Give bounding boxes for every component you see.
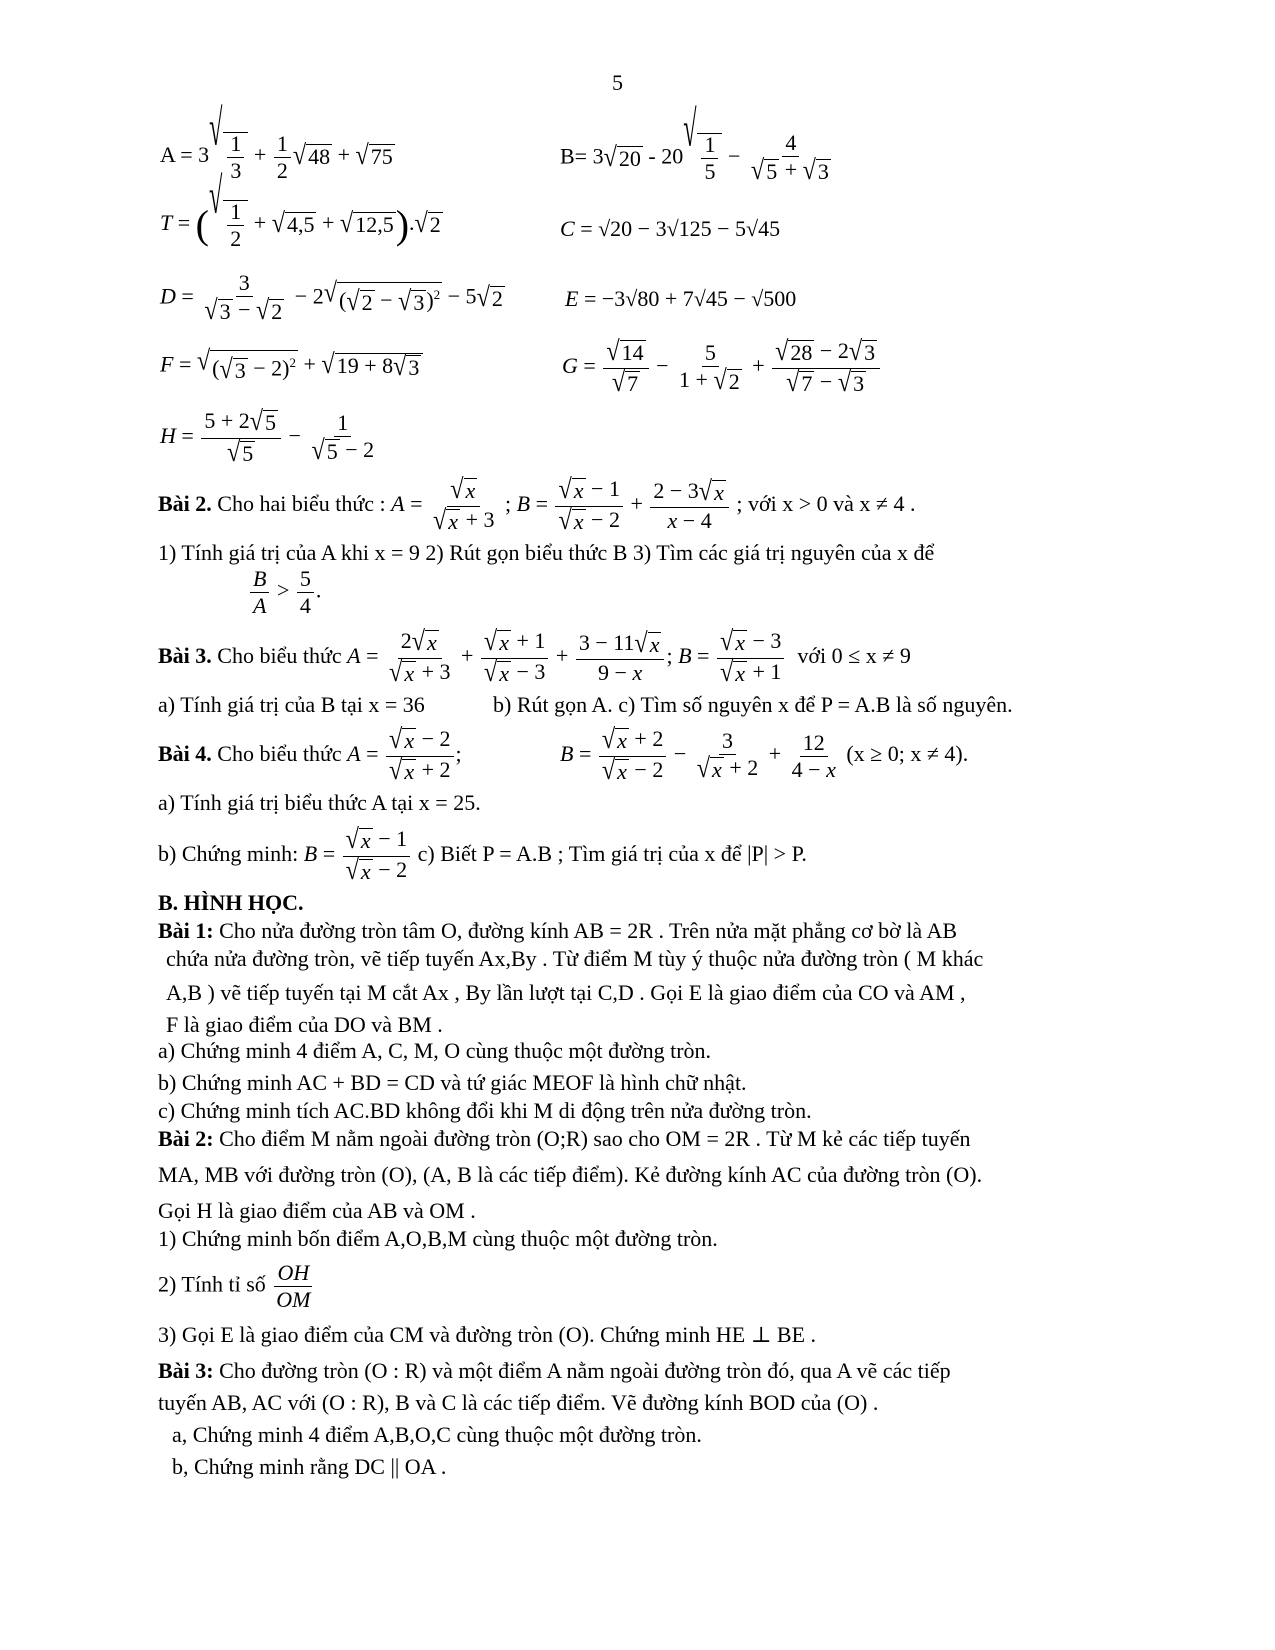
hinh-b2-l1-text: Cho điểm M nằm ngoài đường tròn (O;R) sao cho OM = 2R . Từ M kẻ các tiếp tuyến	[219, 1126, 971, 1151]
page-number: 5	[612, 70, 623, 95]
hinh-b1-l2: chứa nửa đường tròn, vẽ tiếp tuyến Ax,By . Từ điểm M tùy ý thuộc nửa đường tròn ( M khác	[166, 946, 984, 971]
bai3-cond: với 0 ≤ x ≠ 9	[797, 643, 911, 669]
c-text: = √20 − 3√125 − 5√45	[580, 216, 781, 241]
bai3-q-bc: b) Rút gọn A. c) Tìm số nguyên x để P = A.B là số nguyên.	[493, 692, 1013, 717]
label-t: T	[160, 210, 173, 236]
bai4-q-b: b) Chứng minh: B = √ x − 1 √ x − 2 c) Biết P = A.B ; Tìm giá trị của x để |P| > P.	[158, 824, 807, 886]
expr-h: H = 5 + 2 √ 5 √ 5 − 1 √ 5 − 2	[160, 406, 375, 468]
hinh-b3-b: b, Chứng minh rằng DC || OA .	[172, 1454, 447, 1479]
label-a: A	[160, 142, 175, 168]
bai2-intro: Cho hai biểu thức :	[217, 491, 386, 517]
label-b: B=	[560, 143, 588, 169]
bai4-q-c: c) Biết P = A.B ; Tìm giá trị của x để |P| > P.	[417, 841, 807, 867]
expr-b: B= 3 √ 20 - 20 √ $\frac{1}{5}$ − 4 √ 5 + √ 3	[560, 101, 829, 187]
hinh-b1-a: a) Chứng minh 4 điểm A, C, M, O cùng thuộc một đường tròn.	[158, 1038, 712, 1063]
label-c: C	[560, 216, 575, 241]
bai4-b-expr: B = √ x + 2 √ x − 2 − 3 √ x + 2 + $\frac{12}{4 - x}$ (x ≥ 0; x ≠ 4).	[560, 724, 969, 786]
expr-f: F = √ ( √ 3 − 2)$^2$ + √ 19 + 8 √ 3	[160, 350, 423, 383]
hinh-b2-title: Bài 2:	[158, 1126, 214, 1151]
expr-t: T = ( √ $\frac{1}{2}$ + √ 4,5 + √ 12,5 ). √ 2	[160, 168, 441, 251]
ratio-den: OM	[276, 1287, 311, 1312]
expr-a: A = 3 √ $\frac{1}{3}$ + $\frac{1}{2}$ √ 48 + √ 75	[160, 100, 393, 183]
hinh-b1-c: c) Chứng minh tích AC.BD không đổi khi M di động trên nửa đường tròn.	[158, 1098, 812, 1123]
hinh-b1-title: Bài 1:	[158, 918, 214, 943]
expr-c	[560, 216, 780, 242]
expr-d: D = 3 √ 3 − √ 2 − 2 √ ( √ 2 − √ 3 )$^2$ − 5 √ 2	[160, 270, 503, 327]
hinh-b1-l3: A,B ) vẽ tiếp tuyến tại M cắt Ax , By lần lượt tại C,D . Gọi E là giao điểm của CO và AM ,	[166, 980, 966, 1005]
label-d: D	[160, 283, 176, 309]
bai4-cond: (x ≥ 0; x ≠ 4).	[846, 741, 969, 767]
bai2-title: Bài 2.	[158, 491, 212, 517]
bai3-q-a: a) Tính giá trị của B tại x = 36	[158, 692, 425, 717]
e-text: = −3√80 + 7√45 − √500	[583, 286, 797, 311]
bai4-q-a: a) Tính giá trị biểu thức A tại x = 25.	[158, 790, 481, 815]
hinh-b3-l2: tuyến AB, AC với (O : R), B và C là các tiếp điểm. Vẽ đường kính BOD của (O) .	[158, 1390, 879, 1415]
hinh-b3-l1-text: Cho đường tròn (O : R) và một điểm A nằm ngoài đường tròn đó, qua A vẽ các tiếp	[219, 1358, 951, 1383]
ratio-num: OH	[274, 1262, 312, 1287]
expr-g: G = √ 14 √ 7 − 5 1 + √ 2 + √ 28 − 2 √ 3 √ 7 − √ 3	[562, 340, 882, 396]
hinh-b2-3: 3) Gọi E là giao điểm của CM và đường tròn (O). Chứng minh HE ⊥ BE .	[158, 1322, 817, 1347]
hinh-b3-l1	[158, 1358, 951, 1384]
bai4-intro: Cho biểu thức	[217, 741, 342, 767]
hinh-b2-l2: MA, MB với đường tròn (O), (A, B là các tiếp điểm). Kẻ đường kính AC của đường tròn (O).	[158, 1162, 983, 1187]
label-f: F	[160, 351, 174, 377]
hinh-b2-2-text: 2) Tính tỉ số	[158, 1271, 266, 1297]
hinh-b1-l4: F là giao điểm của DO và BM .	[166, 1012, 443, 1037]
section-heading: B. HÌNH HỌC.	[158, 890, 304, 915]
hinh-b1-l1	[158, 918, 957, 944]
hinh-b1-b: b) Chứng minh AC + BD = CD và tứ giác MEOF là hình chữ nhật.	[158, 1070, 747, 1095]
bai3-intro: Cho biểu thức	[217, 643, 342, 669]
hinh-b2-1: 1) Chứng minh bốn điểm A,O,B,M cùng thuộc một đường tròn.	[158, 1226, 718, 1251]
bai2-statement: Bài 2. Cho hai biểu thức : A = √ x √ x + 3 ; B = √ x − 1 √ x − 2 + 2 − 3 √ x x − 4 ; với x > 0 và x ≠ 4 .	[158, 474, 916, 536]
hinh-b2-l1	[158, 1126, 971, 1152]
bai3-statement: Bài 3. Cho biểu thức A = 2 √ x √ x + 3 + √ x + 1 √ x − 3 + 3 − 11 √ x 9 − x ; B = √ x − 3 √ x + 1 với 0 ≤ x ≠ 9	[158, 626, 911, 688]
label-g: G	[562, 353, 578, 379]
bai2-inequality: $\frac{B}{A}$ > $\frac{5}{4}$ .	[248, 568, 321, 617]
hinh-b2-l3: Gọi H là giao điểm của AB và OM .	[158, 1198, 476, 1223]
bai4-title: Bài 4.	[158, 741, 212, 767]
hinh-b3-a: a, Chứng minh 4 điểm A,B,O,C cùng thuộc một đường tròn.	[172, 1422, 702, 1447]
bai2-cond: ; với x > 0 và x ≠ 4 .	[736, 491, 916, 517]
expr-e	[565, 286, 796, 312]
label-h: H	[160, 423, 176, 449]
bai3-title: Bài 3.	[158, 643, 212, 669]
bai4-q-b-pre: b) Chứng minh:	[158, 841, 299, 867]
hinh-b2-2	[158, 1262, 315, 1311]
hinh-b1-l1-text: Cho nửa đường tròn tâm O, đường kính AB = 2R . Trên nửa mặt phẳng cơ bờ là AB	[219, 918, 958, 943]
hinh-b3-title: Bài 3:	[158, 1358, 214, 1383]
bai2-questions: 1) Tính giá trị của A khi x = 9 2) Rút gọn biểu thức B 3) Tìm các giá trị nguyên của x để	[158, 540, 935, 565]
label-e: E	[565, 286, 579, 311]
bai4-statement: Bài 4. Cho biểu thức A = √ x − 2 √ x + 2 ;	[158, 724, 462, 786]
